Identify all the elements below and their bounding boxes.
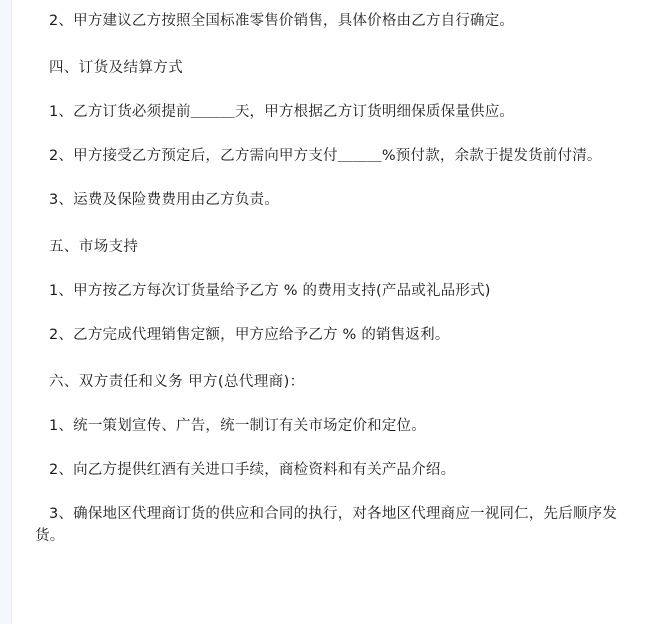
paragraph-numbered-2-pricing: 2、甲方建议乙方按照全国标准零售价销售，具体价格由乙方自行确定。 xyxy=(49,13,515,29)
paragraph-numbered-1-unified-promotion: 1、统一策划宣传、广告，统一制订有关市场定价和定位。 xyxy=(49,418,426,434)
paragraph-numbered-3-freight-insurance: 3、运费及保险费费用由乙方负责。 xyxy=(49,192,279,208)
paragraph-numbered-1-advance-days: 1、乙方订货必须提前＿＿＿天，甲方根据乙方订货明细保质保量供应。 xyxy=(49,104,515,120)
paragraph-numbered-2-prepayment: 2、甲方接受乙方预定后，乙方需向甲方支付＿＿＿%预付款，余款于提发货前付清。 xyxy=(49,148,602,164)
document-text-body xyxy=(11,0,650,624)
paragraph-numbered-2-import-documents: 2、向乙方提供红酒有关进口手续，商检资料和有关产品介绍。 xyxy=(49,462,456,478)
section-heading-order-settlement: 四、订货及结算方式 xyxy=(49,60,184,76)
section-heading-responsibilities: 六、双方责任和义务 甲方(总代理商)： xyxy=(49,374,305,390)
section-heading-market-support: 五、市场支持 xyxy=(49,239,139,255)
paragraph-numbered-3-supply-assurance: 3、确保地区代理商订货的供应和合同的执行，对各地区代理商应一视同仁，先后顺序发货。 xyxy=(35,506,618,544)
paragraph-numbered-1-support-fee: 1、甲方按乙方每次订货量给予乙方 % 的费用支持(产品或礼品形式) xyxy=(49,283,491,299)
paragraph-numbered-2-sales-rebate: 2、乙方完成代理销售定额，甲方应给予乙方 % 的销售返利。 xyxy=(49,327,450,343)
